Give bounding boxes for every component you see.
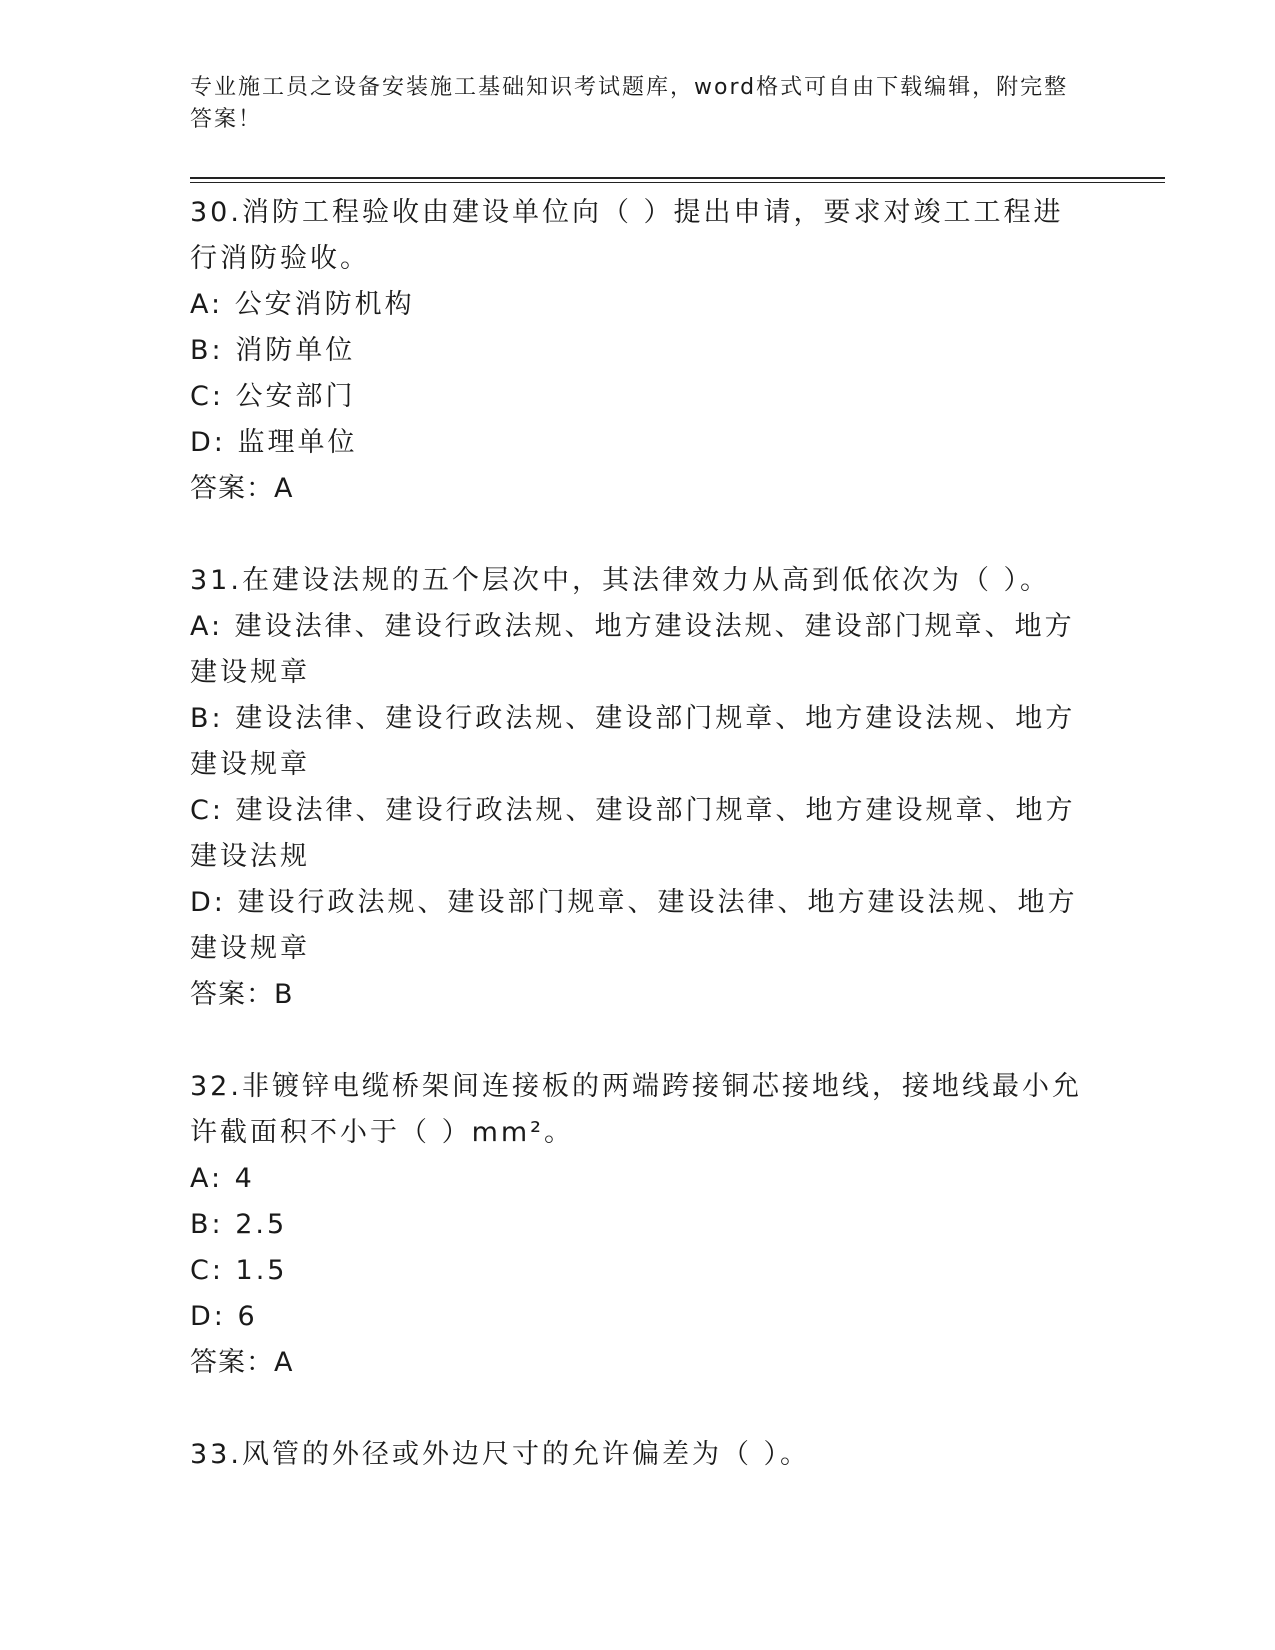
answer-key: 答案：B (190, 979, 294, 1010)
answer-option: B: 消防单位 (190, 335, 356, 366)
header-divider-thin (190, 182, 1165, 183)
question-list (190, 190, 1090, 1524)
answer-option: B: 2.5 (190, 1209, 288, 1240)
answer-option: C: 1.5 (190, 1255, 288, 1286)
answer-option: A: 4 (190, 1163, 255, 1194)
question-stem: 33.风管的外径或外边尺寸的允许偏差为（ ）。 (190, 1439, 811, 1470)
header-divider-thick (190, 177, 1165, 179)
document-header: 专业施工员之设备安装施工基础知识考试题库，word格式可自由下载编辑，附完整答案！ (190, 75, 1069, 132)
answer-option: D: 建设行政法规、建设部门规章、建设法律、地方建设法规、地方建设规章 (190, 887, 1078, 964)
answer-option: B: 建设法律、建设行政法规、建设部门规章、地方建设法规、地方建设规章 (190, 703, 1076, 780)
answer-option: D: 监理单位 (190, 427, 358, 458)
answer-option: A: 公安消防机构 (190, 289, 415, 320)
answer-option: A: 建设法律、建设行政法规、地方建设法规、建设部门规章、地方建设规章 (190, 611, 1075, 688)
answer-key: 答案：A (190, 473, 294, 504)
question-stem: 30.消防工程验收由建设单位向（ ）提出申请，要求对竣工工程进行消防验收。 (190, 197, 1064, 274)
answer-option: D: 6 (190, 1301, 258, 1332)
answer-option: C: 建设法律、建设行政法规、建设部门规章、地方建设规章、地方建设法规 (190, 795, 1076, 872)
answer-key: 答案：A (190, 1347, 294, 1378)
question-block (190, 1432, 1090, 1478)
question-stem: 31.在建设法规的五个层次中，其法律效力从高到低依次为（ ）。 (190, 565, 1051, 596)
question-block (190, 558, 1090, 1018)
question-block (190, 190, 1090, 512)
question-stem: 32.非镀锌电缆桥架间连接板的两端跨接铜芯接地线，接地线最小允许截面积不小于（ ）mm²。 (190, 1071, 1082, 1148)
answer-option: C: 公安部门 (190, 381, 356, 412)
question-block (190, 1064, 1090, 1386)
